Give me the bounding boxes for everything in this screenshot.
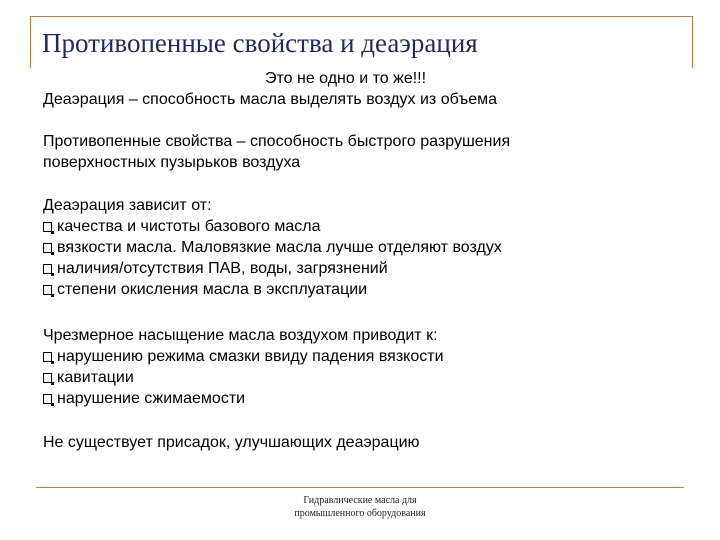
checkbox-bullet-icon	[43, 394, 52, 404]
deaeration-definition-text: – способность масла выделять воздух из объема	[124, 91, 498, 108]
depends-block	[43, 195, 502, 300]
footer-line-2: промышленного оборудования	[294, 508, 426, 519]
checkbox-bullet-icon	[43, 285, 52, 295]
deaeration-term: Деаэрация	[43, 91, 125, 108]
antifoam-block	[43, 131, 510, 173]
list-item: качества и чистоты базового масла	[43, 216, 502, 237]
antifoam-definition-line2: поверхностных пузырьков воздуха	[43, 154, 301, 171]
slide-title: Противопенные свойства и деаэрация	[42, 28, 478, 58]
conclusion-block	[43, 432, 420, 453]
antifoam-definition	[43, 131, 510, 152]
consequences-heading: Чрезмерное насыщение масла воздухом приводит к:	[43, 327, 438, 344]
title-frame-right-border	[692, 16, 693, 68]
checkbox-bullet-icon	[43, 243, 52, 253]
footer-line-1: Гидравлические масла для	[303, 495, 417, 506]
list-item: вязкости масла. Маловязкие масла лучше отделяют воздух	[43, 237, 502, 258]
checkbox-bullet-icon	[43, 373, 52, 383]
title-frame-left-border	[30, 16, 31, 68]
consequences-block	[43, 325, 444, 409]
checkbox-bullet-icon	[43, 352, 52, 362]
conclusion-text: Не существует присадок, улучшающих деаэрацию	[43, 434, 420, 451]
subtitle: Это не одно и то же!!!	[265, 70, 427, 87]
footer-divider	[36, 487, 684, 488]
list-item: нарушение сжимаемости	[43, 388, 444, 409]
definitions-block	[43, 89, 497, 110]
antifoam-term: Противопенные свойства	[43, 133, 233, 150]
deaeration-definition	[43, 89, 497, 110]
footer-caption	[270, 494, 450, 520]
depends-heading: Деаэрация зависит от:	[43, 197, 212, 214]
list-item: нарушению режима смазки ввиду падения вязкости	[43, 346, 444, 367]
title-frame-top-border	[30, 16, 692, 17]
list-item: степени окисления масла в эксплуатации	[43, 279, 502, 300]
checkbox-bullet-icon	[43, 264, 52, 274]
list-item: кавитации	[43, 367, 444, 388]
list-item: наличия/отсутствия ПАВ, воды, загрязнений	[43, 258, 502, 279]
checkbox-bullet-icon	[43, 222, 52, 232]
antifoam-definition-text: – способность быстрого разрушения	[232, 133, 511, 150]
